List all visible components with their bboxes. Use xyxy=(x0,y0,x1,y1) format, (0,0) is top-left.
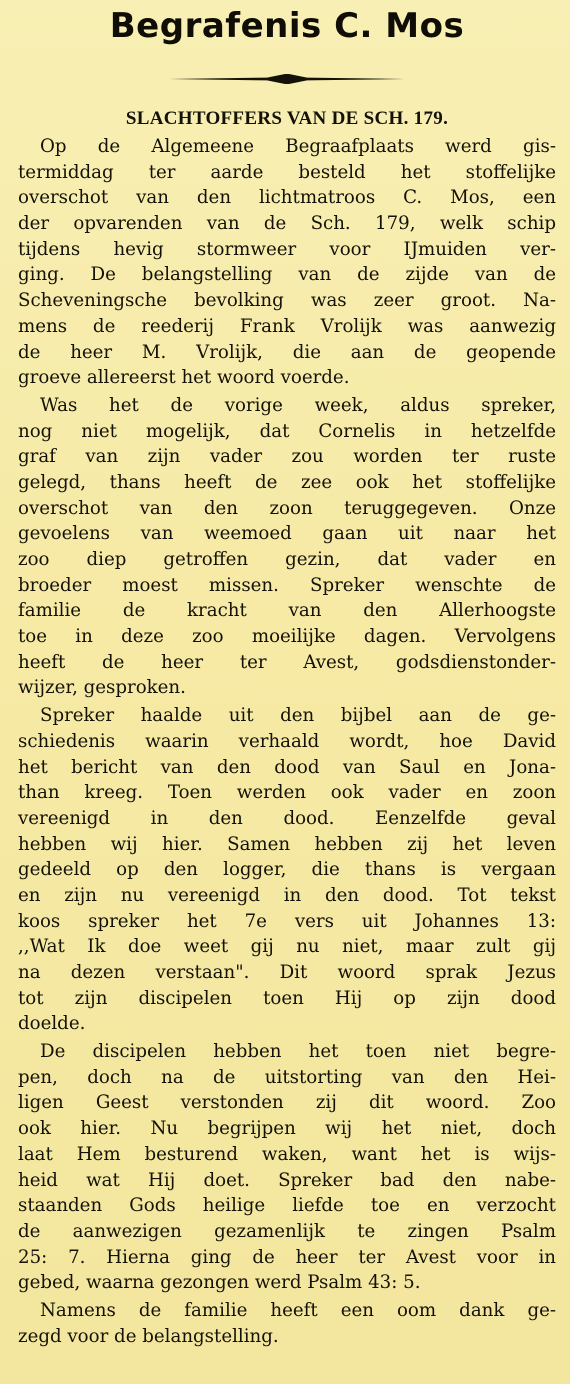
text-line: overschot van den lichtmatroos C. Mos, een xyxy=(18,187,556,209)
paragraph xyxy=(18,1039,556,1296)
text-line: toe in deze zoo moeilijke dagen. Vervolgens xyxy=(18,626,556,648)
text-line: koos spreker het 7e vers uit Johannes 13: xyxy=(18,910,556,932)
text-line: tot zijn discipelen toen Hij op zijn dood xyxy=(18,987,556,1009)
text-line: gebed, waarna gezongen werd Psalm 43: 5. xyxy=(18,1272,421,1294)
text-line: mens de reederij Frank Vrolijk was aanwezig xyxy=(18,315,556,337)
text-line: familie de kracht van den Allerhoogste xyxy=(18,600,556,622)
paragraph xyxy=(18,134,556,391)
text-line: vereenigd in den dood. Eenzelfde geval xyxy=(18,807,556,829)
text-line: termiddag ter aarde besteld het stoffelijke xyxy=(18,161,556,183)
text-line: Namens de familie heeft een oom dank ge- xyxy=(40,1299,556,1321)
text-line: wijzer, gesproken. xyxy=(18,677,186,699)
text-line: Spreker haalde uit den bijbel aan de ge- xyxy=(40,705,556,727)
headline: Begrafenis C. Mos xyxy=(109,6,465,46)
text-line: zoo diep getroffen gezin, dat vader en xyxy=(18,549,556,570)
text-line: ,,Wat Ik doe weet gij nu niet, maar zult gij xyxy=(18,936,556,958)
text-line: groeve allereerst het woord voerde. xyxy=(18,367,350,389)
text-line: der opvarenden van de Sch. 179, welk schip xyxy=(18,213,556,235)
text-line: tijdens hevig stormweer voor IJmuiden ver- xyxy=(18,238,556,260)
ornamental-divider xyxy=(167,72,407,86)
text-line: doelde. xyxy=(18,1013,86,1035)
text-line: de aanwezigen gezamenlijk te zingen Psalm xyxy=(18,1220,556,1242)
text-line: ging. De belangstelling van de zijde van de xyxy=(18,264,556,286)
text-line: graf van zijn vader zou worden ter ruste xyxy=(18,446,556,468)
paragraph xyxy=(18,393,556,701)
text-line: laat Hem besturend waken, want het is wijs- xyxy=(18,1143,556,1165)
text-line: broeder moest missen. Spreker wenschte de xyxy=(18,574,556,596)
text-line: na dezen verstaan". Dit woord sprak Jezus xyxy=(18,962,556,983)
text-line: ligen Geest verstonden zij dit woord. Zoo xyxy=(18,1092,556,1114)
text-line: schiedenis waarin verhaald wordt, hoe David xyxy=(18,730,556,752)
text-line: gelegd, thans heeft de zee ook het stoffelijke xyxy=(18,471,556,493)
text-line: heid wat Hij doet. Spreker bad den nabe- xyxy=(18,1169,556,1191)
text-line: De discipelen hebben het toen niet begre- xyxy=(40,1041,556,1063)
paragraph xyxy=(18,1298,556,1349)
article-body xyxy=(18,134,556,1349)
text-line: ook hier. Nu begrijpen wij het niet, doch xyxy=(18,1118,556,1140)
text-line: than kreeg. Toen werden ook vader en zoon xyxy=(18,782,556,804)
text-line: Op de Algemeene Begraafplaats werd gis- xyxy=(40,136,556,157)
text-line: pen, doch na de uitstorting van den Hei- xyxy=(18,1066,556,1088)
text-line: Was het de vorige week, aldus spreker, xyxy=(40,394,556,416)
text-line: de heer M. Vrolijk, die aan de geopende xyxy=(18,341,556,363)
text-line: Scheveningsche bevolking was zeer groot. Na- xyxy=(18,290,556,312)
text-line: en zijn nu vereenigd in den dood. Tot tekst xyxy=(18,884,556,906)
text-line: gevoelens van weemoed gaan uit naar het xyxy=(18,523,556,545)
paragraph xyxy=(18,703,556,1037)
text-line: staanden Gods heilige liefde toe en verzocht xyxy=(18,1195,556,1217)
text-line: heeft de heer ter Avest, godsdienstonder- xyxy=(18,651,556,673)
text-line: gedeeld op den logger, die thans is vergaan xyxy=(18,859,556,881)
text-line: overschot van den zoon teruggegeven. Onze xyxy=(18,497,556,519)
text-line: hebben wij hier. Samen hebben zij het leven xyxy=(18,833,556,855)
subheading: SLACHTOFFERS VAN DE SCH. 179. xyxy=(125,108,449,129)
text-line: nog niet mogelijk, dat Cornelis in hetzelfde xyxy=(18,420,556,442)
text-line: het bericht van den dood van Saul en Jona- xyxy=(18,756,556,778)
text-line: zegd voor de belangstelling. xyxy=(18,1325,279,1347)
text-line: 25: 7. Hierna ging de heer ter Avest voor in xyxy=(18,1246,556,1268)
